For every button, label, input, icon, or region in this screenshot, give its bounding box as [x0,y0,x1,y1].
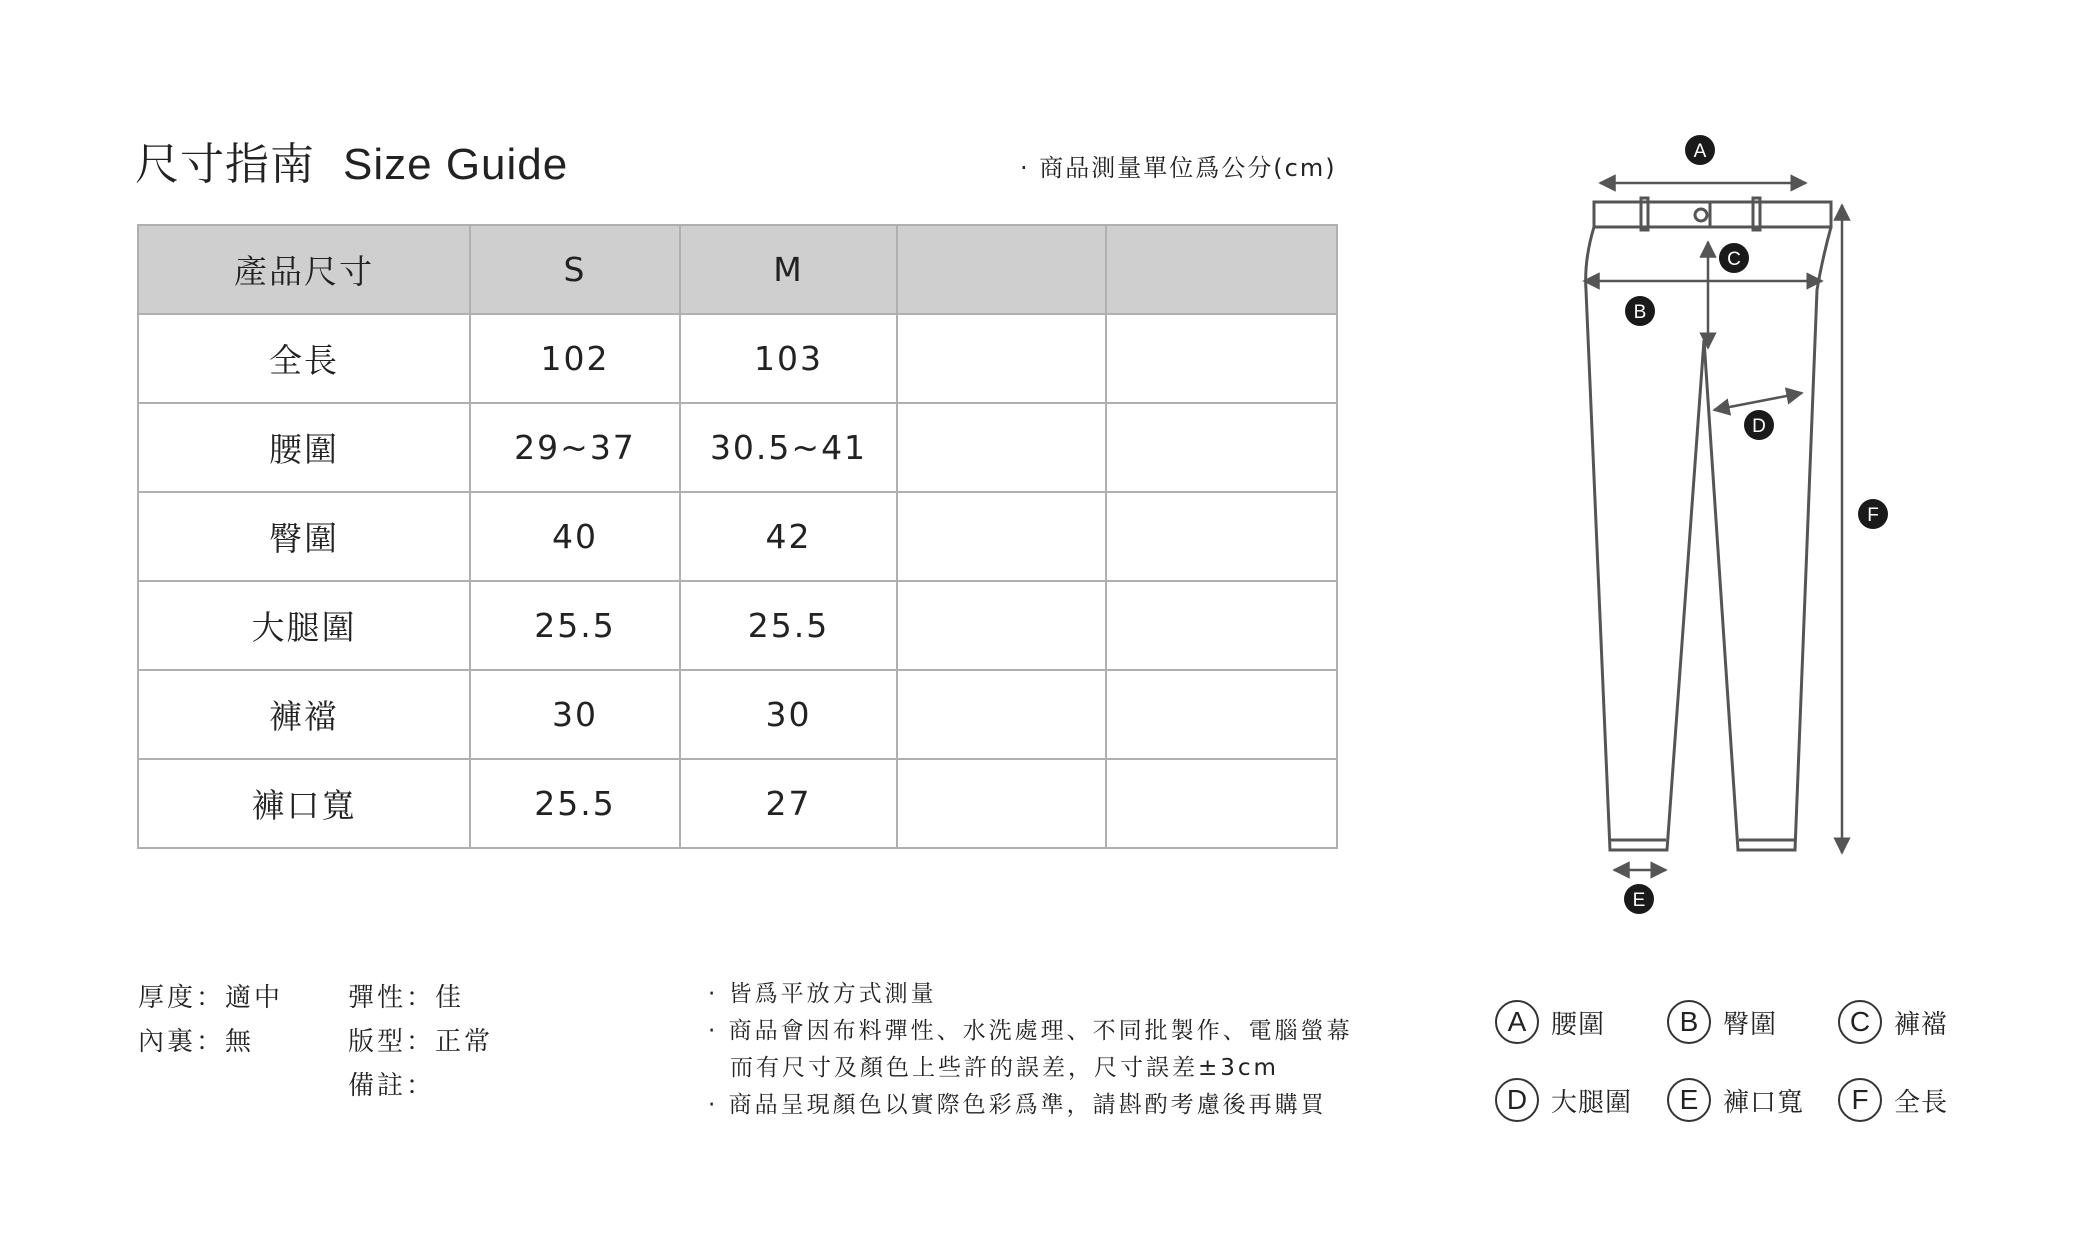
table-row [138,314,1337,403]
row-label: 褲襠 [138,670,470,759]
size-table [137,224,1338,849]
spec-thickness: 厚度：適中 [138,983,284,1013]
header-cell-product-size: 產品尺寸 [138,225,470,314]
legend-d-label: 大腿圍 [1551,1087,1633,1118]
cell-empty [897,314,1106,403]
spec-remarks: 備註： [348,1071,436,1101]
marker-d [1744,410,1774,440]
cell-m: 25.5 [680,581,897,670]
row-label: 腰圍 [138,403,470,492]
cell-empty [897,759,1106,848]
measure-lines [1584,183,1842,870]
page-title [135,128,568,192]
marker-f [1858,499,1888,529]
row-label: 大腿圍 [138,581,470,670]
cell-empty [1106,492,1337,581]
cell-empty [1106,670,1337,759]
legend-c-badge: C [1838,1000,1882,1044]
cell-empty [897,492,1106,581]
marker-a-label: A [1693,141,1707,162]
pants-diagram [1560,130,1900,920]
table-row [138,759,1337,848]
legend-f-badge: F [1838,1078,1882,1122]
table-header-row [138,225,1337,314]
cell-empty [1106,314,1337,403]
table-row [138,581,1337,670]
cell-s: 102 [470,314,680,403]
header-cell-m: M [680,225,897,314]
legend-b-badge: B [1667,1000,1711,1044]
legend-e-label: 褲口寬 [1723,1087,1805,1118]
title-en: Size Guide [343,140,569,189]
header-cell-s: S [470,225,680,314]
marker-e [1624,884,1654,914]
cell-empty [1106,759,1337,848]
table-row [138,403,1337,492]
cell-m: 42 [680,492,897,581]
legend-item-e [1667,1078,1804,1122]
unit-note: · 商品測量單位爲公分(cm) [1020,154,1337,182]
cell-empty [1106,403,1337,492]
cell-m: 27 [680,759,897,848]
cell-s: 40 [470,492,680,581]
spec-column-2 [348,976,493,1108]
marker-d-label: D [1752,416,1766,437]
legend-e-badge: E [1667,1078,1711,1122]
cell-empty [1106,581,1337,670]
note-line: · 商品會因布料彈性、水洗處理、不同批製作、電腦螢幕 [708,1018,1353,1044]
legend-item-f [1838,1078,1948,1122]
row-label: 褲口寬 [138,759,470,848]
table-row [138,492,1337,581]
legend-f-label: 全長 [1894,1087,1949,1118]
marker-b [1625,296,1655,326]
legend-item-c [1838,1000,1948,1044]
cell-empty [897,581,1106,670]
legend-c-label: 褲襠 [1894,1009,1949,1040]
marker-c-label: C [1727,249,1741,270]
marker-e-label: E [1632,890,1646,911]
legend-item-b [1667,1000,1777,1044]
cell-empty [897,670,1106,759]
cell-s: 30 [470,670,680,759]
title-zh: 尺寸指南 [135,139,315,190]
note-line: · 商品呈現顏色以實際色彩爲準，請斟酌考慮後再購買 [708,1092,1327,1118]
note-line: 而有尺寸及顏色上些許的誤差，尺寸誤差±3cm [730,1055,1279,1081]
header-cell-empty-2 [1106,225,1337,314]
row-label: 臀圍 [138,492,470,581]
legend-a-label: 腰圍 [1551,1009,1606,1040]
header-cell-empty-1 [897,225,1106,314]
note-line: · 皆爲平放方式測量 [708,981,937,1007]
cell-m: 103 [680,314,897,403]
cell-m: 30.5~41 [680,403,897,492]
spec-lining: 內裏：無 [138,1027,255,1057]
cell-m: 30 [680,670,897,759]
legend-item-a [1495,1000,1605,1044]
measurement-notes [708,976,1353,1124]
legend-a-badge: A [1495,1000,1539,1044]
marker-f-label: F [1867,505,1879,526]
spec-fit: 版型：正常 [348,1027,494,1057]
cell-s: 25.5 [470,581,680,670]
table-row [138,670,1337,759]
spec-column-1 [138,976,283,1064]
row-label: 全長 [138,314,470,403]
cell-s: 29~37 [470,403,680,492]
cell-s: 25.5 [470,759,680,848]
cell-empty [897,403,1106,492]
marker-c [1719,243,1749,273]
marker-a [1685,135,1715,165]
spec-elasticity: 彈性：佳 [348,983,465,1013]
legend-b-label: 臀圍 [1723,1009,1778,1040]
legend-d-badge: D [1495,1078,1539,1122]
legend-item-d [1495,1078,1632,1122]
marker-b-label: B [1633,302,1647,323]
